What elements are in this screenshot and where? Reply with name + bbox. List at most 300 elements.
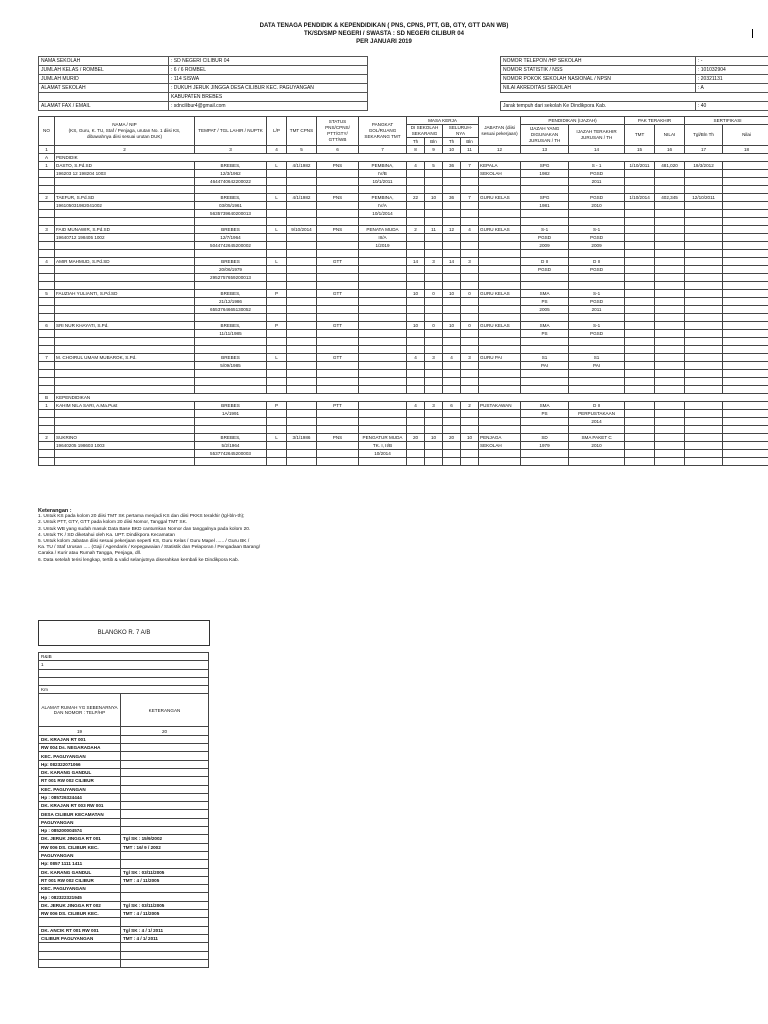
cell-status: GTT bbox=[317, 258, 359, 266]
cell-pak-tmt bbox=[625, 258, 655, 266]
address-cell: PAGUYANGAN bbox=[39, 818, 121, 826]
cell-jabatan bbox=[479, 258, 521, 266]
address-row bbox=[39, 934, 209, 942]
cell-ttl: 2952757659200013 bbox=[195, 274, 267, 282]
cell-sl-th bbox=[443, 202, 461, 210]
col-no: NO bbox=[39, 117, 55, 146]
keterangan-cell bbox=[121, 777, 209, 785]
cell-ij2: S1 bbox=[569, 354, 625, 362]
col-pak: PAK TERAKHIR bbox=[625, 117, 685, 125]
cell-status: GTT bbox=[317, 322, 359, 330]
blank-cell bbox=[317, 314, 359, 322]
cell-tmt-cpns bbox=[287, 402, 317, 410]
cell-sk-th bbox=[407, 330, 425, 338]
cell-ser-tgl bbox=[685, 418, 723, 426]
cell-sk-th bbox=[407, 178, 425, 186]
cell-ij2: 2009 bbox=[569, 242, 625, 250]
cell-pak-nilai bbox=[655, 210, 685, 218]
blank-cell bbox=[479, 314, 521, 322]
cell-ser-nilai bbox=[723, 370, 768, 378]
cell-jabatan: SEKOLAH bbox=[479, 170, 521, 178]
blank-cell bbox=[521, 378, 569, 386]
blank-cell bbox=[425, 314, 443, 322]
cell-sk-bln bbox=[425, 210, 443, 218]
cell-status bbox=[317, 442, 359, 450]
cell-sl-th: 4 bbox=[443, 354, 461, 362]
column-number: 6 bbox=[317, 146, 359, 154]
cell-no bbox=[39, 242, 55, 250]
cell-jabatan: GURU KELAS bbox=[479, 226, 521, 234]
table-row bbox=[39, 258, 768, 266]
cell-ij2: PGSD bbox=[569, 266, 625, 274]
cell-pangkat: PENATA MUDA bbox=[359, 226, 407, 234]
blank-cell bbox=[685, 426, 723, 434]
cell-ij1: S1 bbox=[521, 354, 569, 362]
cell-ser-nilai bbox=[723, 298, 768, 306]
cell-ser-tgl bbox=[685, 202, 723, 210]
keterangan-cell bbox=[121, 768, 209, 776]
address-row bbox=[39, 777, 209, 785]
table-row bbox=[39, 322, 768, 330]
blank-cell bbox=[625, 314, 655, 322]
section-code: B bbox=[39, 394, 55, 402]
cell-lp: L bbox=[267, 258, 287, 266]
cell-no: 4 bbox=[39, 258, 55, 266]
staff-table bbox=[38, 116, 768, 466]
cell-ser-tgl bbox=[685, 410, 723, 418]
column-number: 17 bbox=[685, 146, 723, 154]
column-number: 15 bbox=[625, 146, 655, 154]
cell-sk-th bbox=[407, 274, 425, 282]
cell-sk-th bbox=[407, 410, 425, 418]
cell-ttl: 5/09/1985 bbox=[195, 362, 267, 370]
cell-no bbox=[39, 442, 55, 450]
table-row bbox=[39, 370, 768, 378]
blank-cell bbox=[625, 378, 655, 386]
blank-cell bbox=[569, 386, 625, 394]
cell-pangkat: 10/2014 bbox=[359, 450, 407, 458]
cell-ij2: PGSD bbox=[569, 234, 625, 242]
cell-ij1 bbox=[521, 210, 569, 218]
school-info-label: NAMA SEKOLAH bbox=[39, 57, 169, 66]
cell-pangkat bbox=[359, 306, 407, 314]
blank-cell bbox=[39, 218, 55, 226]
blank-cell bbox=[407, 458, 425, 466]
school-info-label: NOMOR STATISTIK / NSS bbox=[501, 66, 696, 75]
blank-cell bbox=[195, 218, 267, 226]
cell-tmt-cpns bbox=[287, 362, 317, 370]
address-cell bbox=[39, 959, 121, 967]
cell-ij2 bbox=[569, 370, 625, 378]
address-top-cell bbox=[39, 669, 209, 677]
cell-pangkat bbox=[359, 322, 407, 330]
school-info-value: : - bbox=[696, 57, 768, 66]
cell-ser-nilai bbox=[723, 434, 768, 442]
address-cell: KEC. PAGUYANGAN bbox=[39, 752, 121, 760]
cell-pak-tmt bbox=[625, 226, 655, 234]
school-info-row bbox=[39, 66, 368, 75]
blank-cell bbox=[317, 218, 359, 226]
address-row bbox=[39, 860, 209, 868]
notes-list bbox=[38, 514, 738, 564]
address-cell: DK. ANCIK RT 001 RW 001 bbox=[39, 926, 121, 934]
blank-cell bbox=[685, 186, 723, 194]
cell-tmt-cpns bbox=[287, 354, 317, 362]
blank-cell bbox=[425, 250, 443, 258]
column-number: 12 bbox=[479, 146, 521, 154]
col-mk-sekolah: DI SEKOLAH SEKARANG bbox=[407, 125, 443, 138]
blank-cell bbox=[479, 250, 521, 258]
cell-pangkat: PEMBINA, bbox=[359, 162, 407, 170]
blank-cell bbox=[267, 218, 287, 226]
school-info-row bbox=[39, 84, 368, 93]
cell-ij2: PGSD bbox=[569, 170, 625, 178]
blank-cell bbox=[425, 458, 443, 466]
cell-ttl: BREBES bbox=[195, 258, 267, 266]
cell-pak-tmt bbox=[625, 402, 655, 410]
cell-sk-th bbox=[407, 170, 425, 178]
blank-cell bbox=[317, 346, 359, 354]
cell-no: 2 bbox=[39, 434, 55, 442]
cell-status bbox=[317, 178, 359, 186]
cell-ij1: SMA bbox=[521, 402, 569, 410]
address-row bbox=[39, 893, 209, 901]
cell-nama: M. CHOIRUL UMAM MUBAROK, S.Pd. bbox=[55, 354, 195, 362]
blank-cell bbox=[479, 426, 521, 434]
cell-pak-nilai bbox=[655, 274, 685, 282]
column-number: 1 bbox=[39, 146, 55, 154]
cell-pak-tmt bbox=[625, 234, 655, 242]
address-cell: DK. KARANG GANDUL bbox=[39, 868, 121, 876]
blank-cell bbox=[267, 378, 287, 386]
blank-cell bbox=[267, 250, 287, 258]
col-ijazah-terakhir: IJAZAH TERAKHIR JURUSAN / TH bbox=[569, 125, 625, 146]
cell-ij2: SMA PAKET C bbox=[569, 434, 625, 442]
cell-ttl: BREBES bbox=[195, 402, 267, 410]
address-cell: Hp: 0857 1111 1411 bbox=[39, 860, 121, 868]
blank-cell bbox=[39, 386, 55, 394]
cell-ttl: BREBES bbox=[195, 354, 267, 362]
address-cell: CILIBUR PAGUYANGAN bbox=[39, 934, 121, 942]
cell-no: 1 bbox=[39, 402, 55, 410]
keterangan-header: KETERANGAN bbox=[121, 694, 209, 727]
cell-lp bbox=[267, 362, 287, 370]
blank-cell bbox=[685, 346, 723, 354]
blank-cell bbox=[479, 282, 521, 290]
blank-cell bbox=[287, 386, 317, 394]
address-row bbox=[39, 802, 209, 810]
blank-cell bbox=[425, 378, 443, 386]
cell-pak-nilai bbox=[655, 202, 685, 210]
blank-cell bbox=[287, 346, 317, 354]
cell-nama bbox=[55, 178, 195, 186]
address-cell: Hp: 082322071066 bbox=[39, 760, 121, 768]
blank-cell bbox=[287, 458, 317, 466]
cell-pak-tmt bbox=[625, 274, 655, 282]
blank-cell bbox=[317, 282, 359, 290]
cell-nama bbox=[55, 266, 195, 274]
cell-no bbox=[39, 330, 55, 338]
blank-cell bbox=[425, 346, 443, 354]
cell-status bbox=[317, 450, 359, 458]
cell-sl-bln: 7 bbox=[461, 162, 479, 170]
cell-status: PNS bbox=[317, 226, 359, 234]
keterangan-cell: Tgl SK : 03/11/2005 bbox=[121, 868, 209, 876]
cell-ij2: PGSD bbox=[569, 298, 625, 306]
blank-cell bbox=[407, 314, 425, 322]
table-row bbox=[39, 170, 768, 178]
keterangan-cell bbox=[121, 793, 209, 801]
cell-sl-th: 36 bbox=[443, 194, 461, 202]
blank-cell bbox=[407, 386, 425, 394]
school-info-label: NOMOR TELEPON /HP SEKOLAH bbox=[501, 57, 696, 66]
cell-sl-bln: 0 bbox=[461, 322, 479, 330]
address-row bbox=[39, 943, 209, 951]
cell-sk-th bbox=[407, 450, 425, 458]
cell-sk-th bbox=[407, 234, 425, 242]
blank-cell bbox=[55, 186, 195, 194]
address-cell: DK. KRAJAN RT 001 bbox=[39, 735, 121, 743]
cell-sl-bln bbox=[461, 242, 479, 250]
blank-cell bbox=[625, 186, 655, 194]
school-info-label: ALAMAT SEKOLAH bbox=[39, 84, 169, 93]
cell-ij1: PGSD bbox=[521, 266, 569, 274]
cell-pangkat: PENGATUR MUDA bbox=[359, 434, 407, 442]
cell-no bbox=[39, 306, 55, 314]
blank-cell bbox=[569, 378, 625, 386]
col-pendidikan: PENDIDIKAN (IJAZAH) bbox=[521, 117, 625, 125]
address-row bbox=[39, 760, 209, 768]
cell-pak-nilai bbox=[655, 402, 685, 410]
cell-no bbox=[39, 234, 55, 242]
distance-label: Jarak tempuh dari sekolah Ke Dindikpora Kab. bbox=[501, 102, 696, 111]
address-row bbox=[39, 835, 209, 843]
address-top-row bbox=[39, 686, 209, 694]
address-row bbox=[39, 843, 209, 851]
blank-cell bbox=[655, 386, 685, 394]
cell-ttl: 21/12/1986 bbox=[195, 298, 267, 306]
cell-ij1 bbox=[521, 450, 569, 458]
note-item: 4. Untuk TK / SD diketahui oleh Ka. UPT. Dindikpora Kecamatan bbox=[38, 532, 175, 538]
cell-ser-tgl bbox=[685, 298, 723, 306]
cell-ij2: S-1 bbox=[569, 226, 625, 234]
blank-cell bbox=[39, 186, 55, 194]
cell-ij1: SPG bbox=[521, 162, 569, 170]
keterangan-cell: Tgl SK : 03/11/2005 bbox=[121, 901, 209, 909]
blank-cell bbox=[625, 386, 655, 394]
cell-pangkat bbox=[359, 410, 407, 418]
cell-lp bbox=[267, 202, 287, 210]
cell-no: 2 bbox=[39, 194, 55, 202]
cell-tmt-cpns bbox=[287, 258, 317, 266]
cell-jabatan: SEKOLAH bbox=[479, 442, 521, 450]
col-jabatan: JABATAN (diisi sesuai pekerjaan) bbox=[479, 117, 521, 146]
cell-sk-bln: 3 bbox=[425, 354, 443, 362]
blank-cell bbox=[425, 186, 443, 194]
cell-ij2: 2010 bbox=[569, 442, 625, 450]
cell-tmt-cpns bbox=[287, 442, 317, 450]
cell-ser-nilai bbox=[723, 290, 768, 298]
cell-nama bbox=[55, 410, 195, 418]
cell-no bbox=[39, 450, 55, 458]
cell-status bbox=[317, 202, 359, 210]
cell-pak-tmt bbox=[625, 322, 655, 330]
address-cell bbox=[39, 951, 121, 959]
section-label: PENDIDIK bbox=[55, 154, 768, 162]
cell-sl-bln: 7 bbox=[461, 194, 479, 202]
address-cell: Hp : 085200004574 bbox=[39, 827, 121, 835]
blank-cell bbox=[461, 250, 479, 258]
blank-cell bbox=[195, 378, 267, 386]
blank-cell bbox=[39, 458, 55, 466]
cell-status bbox=[317, 370, 359, 378]
cell-ser-tgl bbox=[685, 242, 723, 250]
cell-sk-th bbox=[407, 298, 425, 306]
cell-sl-bln: 10 bbox=[461, 434, 479, 442]
cell-ser-nilai bbox=[723, 178, 768, 186]
cell-pak-nilai bbox=[655, 370, 685, 378]
keterangan-number: 20 bbox=[121, 727, 209, 735]
cell-tmt-cpns bbox=[287, 290, 317, 298]
cell-sk-bln bbox=[425, 418, 443, 426]
keterangan-cell bbox=[121, 818, 209, 826]
cell-ser-nilai bbox=[723, 354, 768, 362]
cell-pak-nilai bbox=[655, 266, 685, 274]
blank-cell bbox=[569, 186, 625, 194]
cell-no bbox=[39, 298, 55, 306]
cell-no: 7 bbox=[39, 354, 55, 362]
blank-cell bbox=[267, 314, 287, 322]
address-row bbox=[39, 926, 209, 934]
cell-sl-bln bbox=[461, 202, 479, 210]
col-ser-nilai: Nilai bbox=[723, 125, 768, 146]
cell-pak-nilai bbox=[655, 442, 685, 450]
blank-cell bbox=[195, 186, 267, 194]
cell-nama: AMIR MAHMUD, S.Pd.SD bbox=[55, 258, 195, 266]
blank-cell bbox=[55, 218, 195, 226]
cell-sl-th: 14 bbox=[443, 258, 461, 266]
cell-pak-nilai bbox=[655, 362, 685, 370]
cell-tmt-cpns bbox=[287, 210, 317, 218]
cell-jabatan bbox=[479, 178, 521, 186]
address-row bbox=[39, 785, 209, 793]
document-title bbox=[0, 22, 768, 46]
blank-cell bbox=[267, 282, 287, 290]
cell-pangkat bbox=[359, 258, 407, 266]
blank-cell bbox=[267, 386, 287, 394]
keterangan-cell: Tgl SK : 15/9/2002 bbox=[121, 835, 209, 843]
note-item: Caraka / Kurir atau Rumah Tangga, Penjaga, dll. bbox=[38, 551, 142, 557]
keterangan-cell bbox=[121, 918, 209, 926]
col-pak-nilai: NILAI bbox=[655, 125, 685, 146]
blank-cell bbox=[655, 250, 685, 258]
cell-pak-tmt bbox=[625, 178, 655, 186]
cell-sk-bln bbox=[425, 234, 443, 242]
cell-sl-bln bbox=[461, 234, 479, 242]
blank-cell bbox=[521, 346, 569, 354]
cell-jabatan bbox=[479, 298, 521, 306]
cell-tmt-cpns bbox=[287, 322, 317, 330]
cell-ij2: S-1 bbox=[569, 290, 625, 298]
cell-ij2: 2011 bbox=[569, 178, 625, 186]
keterangan-cell: TMT : 16/ 9 / 2002 bbox=[121, 843, 209, 851]
cell-ij2 bbox=[569, 274, 625, 282]
cell-ij1: SPG bbox=[521, 194, 569, 202]
keterangan-cell bbox=[121, 760, 209, 768]
cell-pak-tmt bbox=[625, 434, 655, 442]
cell-pak-nilai bbox=[655, 298, 685, 306]
cell-pak-nilai bbox=[655, 410, 685, 418]
cell-lp bbox=[267, 274, 287, 282]
address-header-row bbox=[39, 694, 209, 727]
cell-ser-nilai bbox=[723, 410, 768, 418]
blank-cell bbox=[195, 426, 267, 434]
keterangan-cell bbox=[121, 785, 209, 793]
cell-ser-nilai bbox=[723, 194, 768, 202]
address-cell: RW 004 Ds. NEGARADAHA bbox=[39, 744, 121, 752]
table-row bbox=[39, 162, 768, 170]
blank-row bbox=[39, 346, 768, 354]
cell-ij1: S-1 bbox=[521, 226, 569, 234]
cell-pak-tmt: 1/10/2011 bbox=[625, 162, 655, 170]
blank-cell bbox=[521, 282, 569, 290]
blank-cell bbox=[569, 250, 625, 258]
blank-cell bbox=[55, 426, 195, 434]
cell-nama bbox=[55, 450, 195, 458]
cell-ser-tgl bbox=[685, 306, 723, 314]
cell-status bbox=[317, 362, 359, 370]
cell-sk-th bbox=[407, 442, 425, 450]
cell-no bbox=[39, 370, 55, 378]
address-cell: PAGUYANGAN bbox=[39, 851, 121, 859]
cell-ser-nilai bbox=[723, 306, 768, 314]
cell-no bbox=[39, 338, 55, 346]
cell-pak-tmt bbox=[625, 298, 655, 306]
cell-sk-th: 2 bbox=[407, 226, 425, 234]
table-row bbox=[39, 290, 768, 298]
blank-cell bbox=[359, 250, 407, 258]
cell-ttl bbox=[195, 370, 267, 378]
cell-lp: L bbox=[267, 434, 287, 442]
cell-jabatan bbox=[479, 418, 521, 426]
blank-cell bbox=[685, 282, 723, 290]
blank-cell bbox=[461, 458, 479, 466]
blank-cell bbox=[39, 346, 55, 354]
school-info-label: NOMOR POKOK SEKOLAH NASIONAL / NPSN bbox=[501, 75, 696, 84]
table-row bbox=[39, 226, 768, 234]
cell-ttl: 12/3/1962 bbox=[195, 170, 267, 178]
cell-ser-tgl bbox=[685, 370, 723, 378]
table-row bbox=[39, 362, 768, 370]
blank-cell bbox=[359, 314, 407, 322]
cell-ser-tgl bbox=[685, 170, 723, 178]
blank-cell bbox=[443, 346, 461, 354]
cell-pak-nilai bbox=[655, 226, 685, 234]
cell-sl-bln bbox=[461, 306, 479, 314]
cell-pangkat bbox=[359, 418, 407, 426]
school-info-right bbox=[500, 56, 768, 93]
col-sk-th: Th bbox=[407, 138, 425, 146]
cell-jabatan: KEPALA bbox=[479, 162, 521, 170]
cell-tmt-cpns bbox=[287, 330, 317, 338]
cell-ij1 bbox=[521, 274, 569, 282]
address-row bbox=[39, 735, 209, 743]
school-info-row bbox=[39, 57, 368, 66]
cell-sk-th: 10 bbox=[407, 322, 425, 330]
keterangan-cell bbox=[121, 735, 209, 743]
cell-pangkat: IV/A bbox=[359, 202, 407, 210]
cell-ser-tgl bbox=[685, 362, 723, 370]
